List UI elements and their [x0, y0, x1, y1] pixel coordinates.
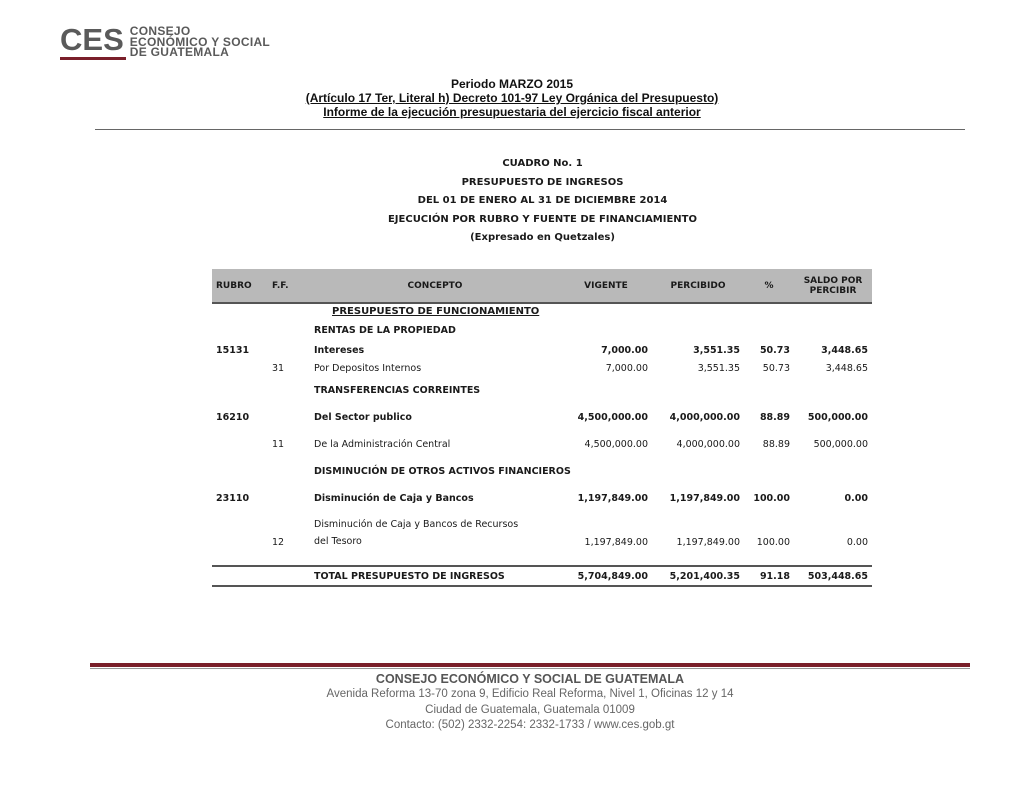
- table-row: [212, 431, 872, 458]
- cell-rubro: 15131: [216, 344, 250, 356]
- section-row: [212, 458, 872, 484]
- cell-vigente: 4,500,000.00: [584, 439, 648, 450]
- footer-org: CONSEJO ECONÓMICO Y SOCIAL DE GUATEMALA: [375, 672, 685, 686]
- footer-address: Avenida Reforma 13-70 zona 9, Edificio Real Reforma, Nivel 1, Oficinas 12 y 14: [326, 688, 734, 700]
- logo-underline: [60, 57, 126, 60]
- concepto-line-2: del Tesoro: [314, 536, 362, 547]
- cell-vigente: 7,000.00: [601, 344, 648, 356]
- cell-concepto: Del Sector publico: [314, 411, 412, 423]
- cell-saldo: 0.00: [846, 537, 868, 548]
- col-saldo: SALDO POR PERCIBIR: [794, 269, 872, 303]
- cell-pct: 50.73: [762, 362, 790, 374]
- cell-vigente: 7,000.00: [605, 362, 648, 374]
- cell-ff: 11: [272, 439, 285, 450]
- cell-pct: 100.00: [756, 537, 790, 548]
- cuadro-execution: EJECUCIÓN POR RUBRO Y FUENTE DE FINANCIAMIENTO: [387, 213, 698, 225]
- main-section-label: PRESUPUESTO DE FUNCIONAMIENTO: [332, 306, 540, 317]
- article-reference: (Artículo 17 Ter, Literal h) Decreto 101-97 Ley Orgánica del Presupuesto): [305, 91, 719, 105]
- report-title: Informe de la ejecución presupuestaria del ejercicio fiscal anterior: [323, 105, 701, 119]
- footer-divider: [90, 663, 970, 667]
- cell-saldo: 3,448.65: [825, 362, 868, 374]
- budget-table: [212, 269, 872, 587]
- cell-concepto: Intereses: [314, 344, 365, 356]
- logo-text: [130, 26, 270, 58]
- cell-percibido: 3,551.35: [693, 344, 740, 356]
- cuadro-subject: PRESUPUESTO DE INGRESOS: [461, 176, 624, 188]
- table-row: [212, 484, 872, 512]
- total-vigente: 5,704,849.00: [560, 566, 652, 586]
- section-row: [212, 303, 872, 319]
- cell-percibido: 1,197,849.00: [676, 537, 740, 548]
- footer-city: Ciudad de Guatemala, Guatemala 01009: [425, 703, 635, 716]
- logo-line-1: CONSEJO: [129, 24, 191, 38]
- total-saldo: 503,448.65: [794, 566, 872, 586]
- cell-pct: 88.89: [759, 411, 790, 423]
- cell-rubro: 16210: [216, 411, 250, 423]
- cell-vigente: 4,500,000.00: [577, 411, 648, 423]
- total-pct: 91.18: [744, 566, 794, 586]
- cell-saldo: 0.00: [844, 492, 868, 504]
- col-percibido: PERCIBIDO: [652, 269, 744, 303]
- cell-concepto: De la Administración Central: [314, 439, 451, 450]
- cell-pct: 100.00: [753, 492, 790, 504]
- footer-contact: Contacto: (502) 2332-2254: 2332-1733 / www.ces.gob.gt: [385, 719, 675, 731]
- cuadro-units: (Expresado en Quetzales): [470, 232, 615, 243]
- table-row: [212, 341, 872, 359]
- section-rentas: RENTAS DE LA PROPIEDAD: [314, 324, 456, 336]
- cuadro-number: CUADRO No. 1: [502, 158, 583, 169]
- document-header: [0, 77, 1024, 119]
- cell-percibido: 4,000,000.00: [676, 439, 740, 450]
- cell-percibido: 4,000,000.00: [669, 411, 740, 423]
- col-concepto: CONCEPTO: [310, 269, 560, 303]
- cell-rubro: 23110: [216, 492, 250, 504]
- logo-line-2: ECONÓMICO Y SOCIAL: [129, 34, 271, 49]
- col-pct: %: [744, 269, 794, 303]
- cell-saldo: 3,448.65: [821, 344, 868, 356]
- section-transferencias: TRANSFERENCIAS CORREINTES: [314, 384, 481, 396]
- cuadro-period: DEL 01 DE ENERO AL 31 DE DICIEMBRE 2014: [417, 195, 668, 206]
- cell-saldo: 500,000.00: [807, 411, 868, 423]
- cell-saldo: 500,000.00: [813, 439, 868, 450]
- cell-concepto: Por Depositos Internos: [314, 362, 422, 374]
- table-row: [212, 359, 872, 377]
- spacer-row: [212, 554, 872, 566]
- cell-concepto: [310, 512, 560, 554]
- cell-percibido: 3,551.35: [697, 362, 740, 374]
- cell-ff: 31: [272, 362, 285, 374]
- table-row: [212, 403, 872, 431]
- logo-mark: CES: [60, 22, 124, 57]
- cell-vigente: 1,197,849.00: [577, 492, 648, 504]
- cell-pct: 50.73: [759, 344, 790, 356]
- cell-percibido: 1,197,849.00: [669, 492, 740, 504]
- cell-ff: 12: [272, 537, 285, 548]
- table-header-row: [212, 269, 872, 303]
- section-row: [212, 319, 872, 341]
- cell-vigente: 1,197,849.00: [584, 537, 648, 548]
- period-title: Periodo MARZO 2015: [450, 77, 574, 91]
- section-disminucion: DISMINUCIÓN DE OTROS ACTIVOS FINANCIEROS: [314, 465, 571, 477]
- logo-line-3: DE GUATEMALA: [129, 45, 230, 59]
- cell-pct: 88.89: [762, 439, 790, 450]
- col-ff: F.F.: [268, 269, 310, 303]
- table-row: [212, 512, 872, 554]
- cuadro-titles: [210, 155, 875, 248]
- total-percibido: 5,201,400.35: [652, 566, 744, 586]
- col-vigente: VIGENTE: [560, 269, 652, 303]
- col-rubro: RUBRO: [212, 269, 268, 303]
- concepto-line-1: Disminución de Caja y Bancos de Recursos: [314, 519, 519, 530]
- page-footer: [0, 672, 1024, 734]
- header-divider: [95, 129, 965, 130]
- cell-concepto: Disminución de Caja y Bancos: [314, 492, 474, 504]
- total-row: [212, 566, 872, 586]
- section-row: [212, 377, 872, 403]
- ces-logo: [60, 22, 271, 59]
- footer-divider-thin: [90, 668, 970, 669]
- total-label: TOTAL PRESUPUESTO DE INGRESOS: [310, 566, 560, 586]
